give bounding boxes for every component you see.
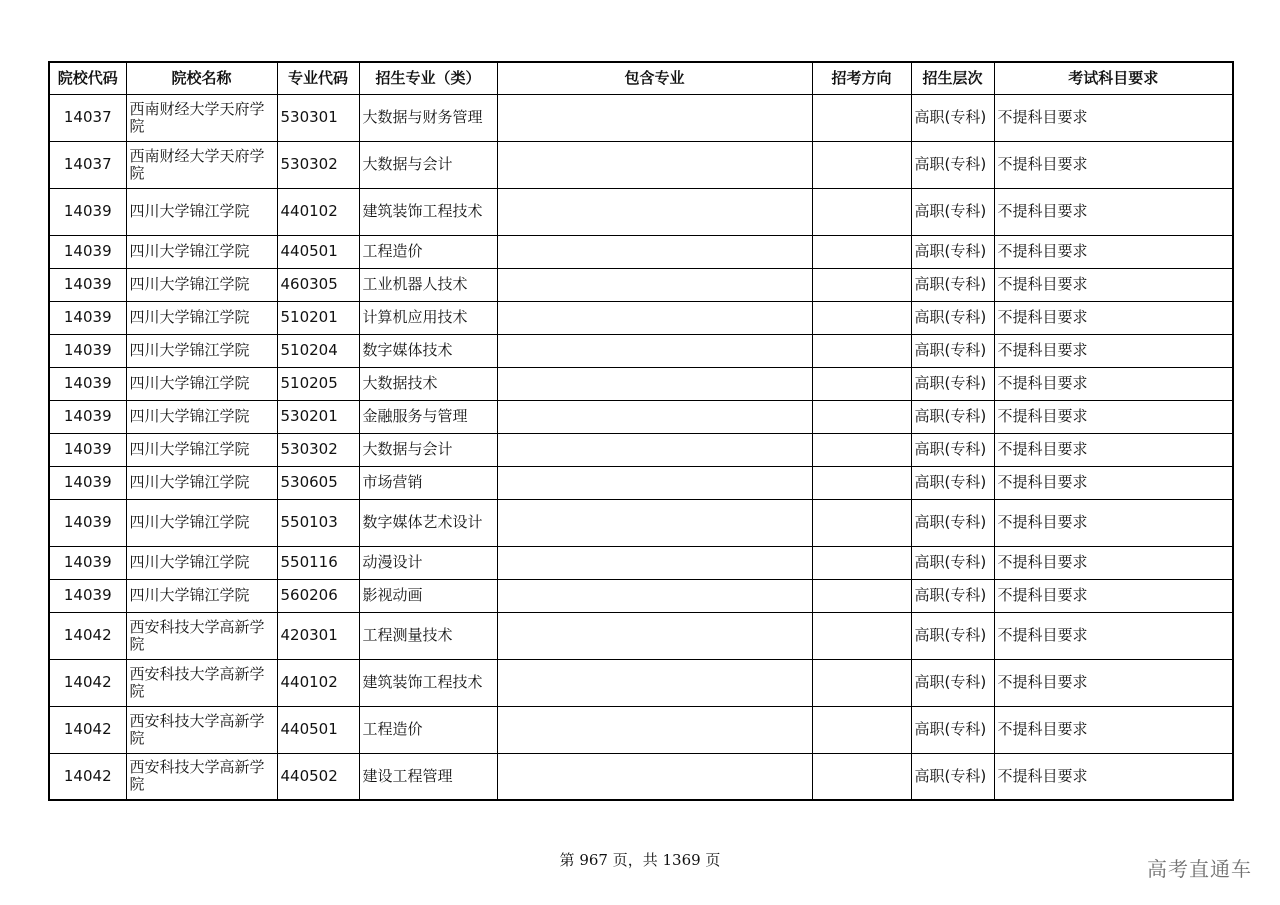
major-name-cell: 大数据与财务管理 <box>359 94 497 141</box>
school-name-cell: 四川大学锦江学院 <box>126 367 277 400</box>
included-majors-cell <box>497 141 812 188</box>
included-majors-cell <box>497 334 812 367</box>
level-cell: 高职(专科) <box>911 94 994 141</box>
included-majors-cell <box>497 546 812 579</box>
major-code-cell: 530201 <box>277 400 359 433</box>
major-code-cell: 440501 <box>277 235 359 268</box>
direction-cell <box>812 334 911 367</box>
included-majors-cell <box>497 753 812 800</box>
included-majors-cell <box>497 367 812 400</box>
major-code-cell: 440102 <box>277 659 359 706</box>
school-code-cell: 14042 <box>49 612 126 659</box>
subject-requirement-cell: 不提科目要求 <box>994 268 1233 301</box>
major-code-cell: 510204 <box>277 334 359 367</box>
school-name-cell: 四川大学锦江学院 <box>126 188 277 235</box>
direction-cell <box>812 188 911 235</box>
school-code-cell: 14039 <box>49 499 126 546</box>
school-name-cell: 四川大学锦江学院 <box>126 499 277 546</box>
included-majors-cell <box>497 499 812 546</box>
school-name-cell: 西安科技大学高新学院 <box>126 753 277 800</box>
enrollment-table <box>48 61 1234 801</box>
major-code-cell: 420301 <box>277 612 359 659</box>
level-cell: 高职(专科) <box>911 268 994 301</box>
major-code-cell: 510205 <box>277 367 359 400</box>
level-cell: 高职(专科) <box>911 466 994 499</box>
school-name-cell: 四川大学锦江学院 <box>126 400 277 433</box>
school-code-cell: 14037 <box>49 141 126 188</box>
direction-cell <box>812 466 911 499</box>
included-majors-cell <box>497 94 812 141</box>
school-name-cell: 四川大学锦江学院 <box>126 579 277 612</box>
direction-cell <box>812 753 911 800</box>
major-code-cell: 530302 <box>277 141 359 188</box>
table-row <box>49 706 1233 753</box>
level-cell: 高职(专科) <box>911 706 994 753</box>
school-code-cell: 14039 <box>49 235 126 268</box>
major-name-cell: 建筑装饰工程技术 <box>359 659 497 706</box>
subject-requirement-cell: 不提科目要求 <box>994 499 1233 546</box>
direction-cell <box>812 301 911 334</box>
page-footer: 第 967 页，共 1369 页 <box>559 851 721 869</box>
subject-requirement-cell: 不提科目要求 <box>994 659 1233 706</box>
direction-cell <box>812 400 911 433</box>
major-code-cell: 460305 <box>277 268 359 301</box>
included-majors-cell <box>497 466 812 499</box>
subject-requirement-cell: 不提科目要求 <box>994 188 1233 235</box>
level-cell: 高职(专科) <box>911 753 994 800</box>
subject-requirement-cell: 不提科目要求 <box>994 579 1233 612</box>
direction-cell <box>812 499 911 546</box>
included-majors-cell <box>497 433 812 466</box>
subject-requirement-cell: 不提科目要求 <box>994 706 1233 753</box>
school-code-cell: 14039 <box>49 334 126 367</box>
table-row <box>49 400 1233 433</box>
level-cell: 高职(专科) <box>911 235 994 268</box>
included-majors-cell <box>497 659 812 706</box>
level-cell: 高职(专科) <box>911 400 994 433</box>
level-cell: 高职(专科) <box>911 499 994 546</box>
major-name-cell: 计算机应用技术 <box>359 301 497 334</box>
major-name-cell: 建筑装饰工程技术 <box>359 188 497 235</box>
subject-requirement-cell: 不提科目要求 <box>994 466 1233 499</box>
direction-cell <box>812 579 911 612</box>
major-name-cell: 大数据与会计 <box>359 141 497 188</box>
school-code-cell: 14039 <box>49 433 126 466</box>
table-row <box>49 141 1233 188</box>
school-code-cell: 14042 <box>49 706 126 753</box>
direction-cell <box>812 546 911 579</box>
school-name-cell: 四川大学锦江学院 <box>126 268 277 301</box>
school-name-cell: 四川大学锦江学院 <box>126 546 277 579</box>
school-name-cell: 西南财经大学天府学院 <box>126 141 277 188</box>
major-name-cell: 市场营销 <box>359 466 497 499</box>
level-cell: 高职(专科) <box>911 188 994 235</box>
school-code-cell: 14042 <box>49 753 126 800</box>
table-row <box>49 433 1233 466</box>
school-code-cell: 14039 <box>49 188 126 235</box>
major-code-cell: 530605 <box>277 466 359 499</box>
table-row <box>49 235 1233 268</box>
table-row <box>49 367 1233 400</box>
major-name-cell: 工程测量技术 <box>359 612 497 659</box>
level-cell: 高职(专科) <box>911 141 994 188</box>
subject-requirement-cell: 不提科目要求 <box>994 400 1233 433</box>
major-code-cell: 560206 <box>277 579 359 612</box>
level-cell: 高职(专科) <box>911 433 994 466</box>
table-row <box>49 659 1233 706</box>
included-majors-cell <box>497 235 812 268</box>
level-cell: 高职(专科) <box>911 546 994 579</box>
school-code-cell: 14039 <box>49 367 126 400</box>
school-code-cell: 14042 <box>49 659 126 706</box>
subject-requirement-cell: 不提科目要求 <box>994 235 1233 268</box>
school-code-cell: 14039 <box>49 400 126 433</box>
table-row <box>49 612 1233 659</box>
major-name-cell: 工程造价 <box>359 235 497 268</box>
direction-cell <box>812 433 911 466</box>
subject-requirement-cell: 不提科目要求 <box>994 433 1233 466</box>
level-cell: 高职(专科) <box>911 334 994 367</box>
direction-cell <box>812 268 911 301</box>
included-majors-cell <box>497 612 812 659</box>
table-row <box>49 188 1233 235</box>
subject-requirement-cell: 不提科目要求 <box>994 612 1233 659</box>
major-code-cell: 440501 <box>277 706 359 753</box>
table-row <box>49 334 1233 367</box>
major-name-cell: 金融服务与管理 <box>359 400 497 433</box>
level-cell: 高职(专科) <box>911 659 994 706</box>
header-major: 招生专业（类） <box>359 62 497 94</box>
header-included-majors: 包含专业 <box>497 62 812 94</box>
direction-cell <box>812 706 911 753</box>
school-name-cell: 四川大学锦江学院 <box>126 466 277 499</box>
major-name-cell: 数字媒体艺术设计 <box>359 499 497 546</box>
header-school-name: 院校名称 <box>126 62 277 94</box>
major-code-cell: 440102 <box>277 188 359 235</box>
subject-requirement-cell: 不提科目要求 <box>994 367 1233 400</box>
major-name-cell: 工业机器人技术 <box>359 268 497 301</box>
header-major-code: 专业代码 <box>277 62 359 94</box>
school-name-cell: 西南财经大学天府学院 <box>126 94 277 141</box>
header-level: 招生层次 <box>911 62 994 94</box>
subject-requirement-cell: 不提科目要求 <box>994 141 1233 188</box>
table-row <box>49 753 1233 800</box>
included-majors-cell <box>497 400 812 433</box>
table-row <box>49 301 1233 334</box>
major-name-cell: 工程造价 <box>359 706 497 753</box>
included-majors-cell <box>497 188 812 235</box>
major-name-cell: 影视动画 <box>359 579 497 612</box>
major-code-cell: 510201 <box>277 301 359 334</box>
major-code-cell: 550103 <box>277 499 359 546</box>
table-row <box>49 579 1233 612</box>
school-name-cell: 西安科技大学高新学院 <box>126 612 277 659</box>
header-direction: 招考方向 <box>812 62 911 94</box>
school-code-cell: 14039 <box>49 268 126 301</box>
major-name-cell: 数字媒体技术 <box>359 334 497 367</box>
school-code-cell: 14037 <box>49 94 126 141</box>
level-cell: 高职(专科) <box>911 612 994 659</box>
header-subject-requirement: 考试科目要求 <box>994 62 1233 94</box>
header-school-code: 院校代码 <box>49 62 126 94</box>
level-cell: 高职(专科) <box>911 579 994 612</box>
subject-requirement-cell: 不提科目要求 <box>994 334 1233 367</box>
major-name-cell: 大数据与会计 <box>359 433 497 466</box>
included-majors-cell <box>497 579 812 612</box>
included-majors-cell <box>497 706 812 753</box>
school-code-cell: 14039 <box>49 579 126 612</box>
included-majors-cell <box>497 268 812 301</box>
direction-cell <box>812 659 911 706</box>
major-name-cell: 建设工程管理 <box>359 753 497 800</box>
school-name-cell: 西安科技大学高新学院 <box>126 659 277 706</box>
major-name-cell: 动漫设计 <box>359 546 497 579</box>
school-code-cell: 14039 <box>49 466 126 499</box>
school-name-cell: 四川大学锦江学院 <box>126 334 277 367</box>
major-code-cell: 530302 <box>277 433 359 466</box>
subject-requirement-cell: 不提科目要求 <box>994 301 1233 334</box>
table-body <box>49 94 1233 800</box>
major-code-cell: 530301 <box>277 94 359 141</box>
direction-cell <box>812 367 911 400</box>
subject-requirement-cell: 不提科目要求 <box>994 753 1233 800</box>
school-name-cell: 四川大学锦江学院 <box>126 301 277 334</box>
direction-cell <box>812 235 911 268</box>
school-code-cell: 14039 <box>49 546 126 579</box>
major-code-cell: 440502 <box>277 753 359 800</box>
subject-requirement-cell: 不提科目要求 <box>994 546 1233 579</box>
school-code-cell: 14039 <box>49 301 126 334</box>
subject-requirement-cell: 不提科目要求 <box>994 94 1233 141</box>
table-row <box>49 466 1233 499</box>
table-row <box>49 546 1233 579</box>
table-row <box>49 268 1233 301</box>
direction-cell <box>812 612 911 659</box>
school-name-cell: 四川大学锦江学院 <box>126 433 277 466</box>
included-majors-cell <box>497 301 812 334</box>
table-row <box>49 499 1233 546</box>
major-code-cell: 550116 <box>277 546 359 579</box>
direction-cell <box>812 141 911 188</box>
header-row <box>49 62 1233 94</box>
school-name-cell: 四川大学锦江学院 <box>126 235 277 268</box>
table-row <box>49 94 1233 141</box>
direction-cell <box>812 94 911 141</box>
level-cell: 高职(专科) <box>911 301 994 334</box>
watermark: 高考直通车 <box>1147 857 1252 881</box>
school-name-cell: 西安科技大学高新学院 <box>126 706 277 753</box>
level-cell: 高职(专科) <box>911 367 994 400</box>
major-name-cell: 大数据技术 <box>359 367 497 400</box>
